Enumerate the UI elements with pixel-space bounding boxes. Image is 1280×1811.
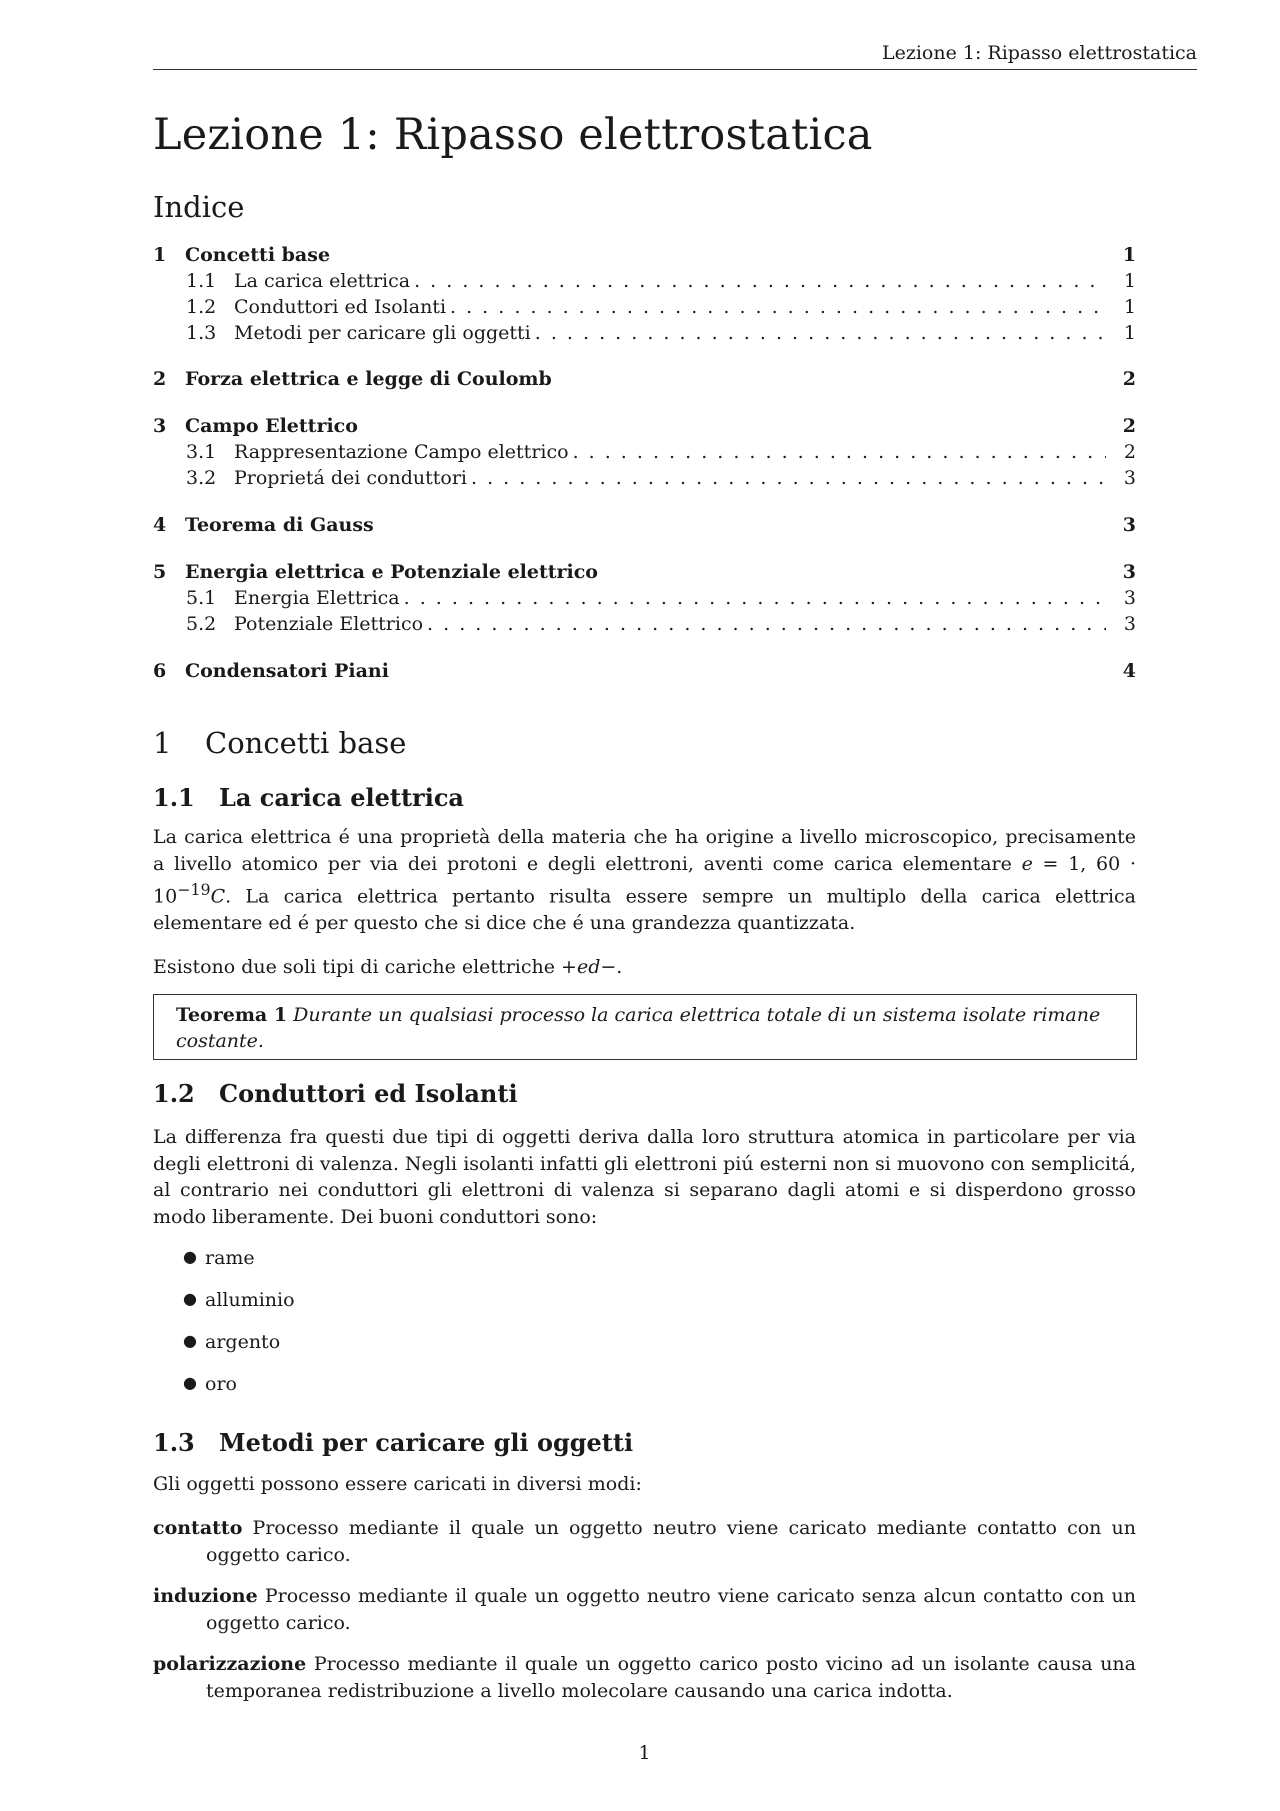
subsection-title: La carica elettrica <box>219 783 464 812</box>
toc-entry-title: Proprietá dei conduttori <box>234 467 467 489</box>
toc-entry-title: Energia Elettrica <box>234 587 400 609</box>
toc-entry-title: Potenziale Elettrico <box>234 613 424 635</box>
subsection-heading <box>153 783 464 812</box>
toc-heading: Indice <box>153 190 245 224</box>
toc-entry-number: 1.2 <box>186 296 217 318</box>
list-item-text: rame <box>205 1247 255 1269</box>
toc-leader-dots <box>535 322 1106 344</box>
toc-entry-title: Metodi per caricare gli oggetti <box>234 322 531 344</box>
paragraph: La differenza fra questi due tipi di oggetti deriva dalla loro struttura atomica in particolare per via degli elettroni di valenza. Negli isolanti infatti gli elettroni piú esterni non si muovono con semplicitá, al contrario nei conduttori gli elettroni di valenza si separano dagli atomi e si disperdono grosso modo liberamente. Dei buoni conduttori sono: <box>153 1126 1136 1228</box>
subsection-heading <box>153 1079 518 1108</box>
list-item <box>183 1331 295 1373</box>
toc-entry[interactable] <box>153 296 1136 322</box>
toc-leader-dots <box>450 296 1106 318</box>
list-item-text: oro <box>205 1373 237 1395</box>
toc-leader-dots <box>404 587 1106 609</box>
text-run: Esistono due soli tipi di cariche elettriche <box>153 956 562 978</box>
toc-entry-title: La carica elettrica <box>234 270 411 292</box>
theorem-label: Teorema 1 <box>176 1004 288 1026</box>
text-run: . <box>616 956 623 978</box>
page-number: 1 <box>638 1742 651 1764</box>
text-run: . La carica elettrica pertanto risulta essere sempre un multiplo della carica elettrica elementare ed é per questo che si dice che é una grandezza quantizzata. <box>153 885 1136 934</box>
toc-entry-number: 3 <box>153 415 167 437</box>
subsection-number: 1.3 <box>153 1428 195 1457</box>
toc-entry[interactable] <box>153 467 1136 493</box>
toc-entry-number: 5.1 <box>186 587 217 609</box>
toc-leader-dots <box>427 613 1106 635</box>
toc-entry-number: 5 <box>153 561 167 583</box>
math-unit: C <box>210 885 226 908</box>
toc-entry-page: 3 <box>1123 467 1136 489</box>
toc-entry-number: 3.1 <box>186 441 217 463</box>
toc-entry-title: Rappresentazione Campo elettrico <box>234 441 569 463</box>
definition-item <box>153 1583 1136 1636</box>
math-expression: +ed− <box>561 956 617 978</box>
subsection-title: Metodi per caricare gli oggetti <box>219 1428 634 1457</box>
toc-entry[interactable] <box>153 514 1136 540</box>
definition-text: Processo mediante il quale un oggetto neutro viene caricato mediante contatto con un oggetto carico. <box>206 1517 1137 1566</box>
toc-entry[interactable] <box>153 587 1136 613</box>
toc-entry-page: 2 <box>1122 368 1136 390</box>
toc-entry-title: Campo Elettrico <box>185 415 358 437</box>
toc-leader-dots <box>414 270 1106 292</box>
bullet-icon: ● <box>183 1289 197 1308</box>
section-heading <box>153 726 406 760</box>
list-item <box>183 1373 295 1415</box>
section-title: Concetti base <box>205 726 407 760</box>
toc-entry-number: 4 <box>153 514 167 536</box>
toc-entry-number: 6 <box>153 660 167 682</box>
definition-term: induzione <box>153 1585 258 1607</box>
math-value: = 1, 60 · 10 <box>153 852 1136 908</box>
subsection-number: 1.1 <box>153 783 195 812</box>
bullet-icon: ● <box>183 1373 197 1392</box>
subsection-title: Conduttori ed Isolanti <box>219 1079 518 1108</box>
bullet-icon: ● <box>183 1331 197 1350</box>
toc-entry[interactable] <box>153 322 1136 348</box>
toc-entry-page: 3 <box>1122 561 1136 583</box>
paragraph <box>153 824 1136 936</box>
toc-entry-number: 1.3 <box>186 322 217 344</box>
list-item <box>183 1289 295 1331</box>
definition-term: polarizzazione <box>153 1653 307 1675</box>
toc-entry-page: 1 <box>1123 322 1136 344</box>
conductor-list <box>183 1247 295 1415</box>
document-title: Lezione 1: Ripasso elettrostatica <box>153 110 873 160</box>
definition-item <box>153 1515 1136 1568</box>
toc-entry-title: Teorema di Gauss <box>185 514 374 536</box>
toc-entry-page: 2 <box>1123 441 1136 463</box>
toc-entry[interactable] <box>153 244 1136 270</box>
toc-entry-page: 1 <box>1122 244 1136 266</box>
toc-entry-title: Concetti base <box>185 244 331 266</box>
running-header: Lezione 1: Ripasso elettrostatica <box>153 42 1197 70</box>
toc-entry-page: 1 <box>1123 270 1136 292</box>
paragraph: Gli oggetti possono essere caricati in diversi modi: <box>153 1473 642 1495</box>
list-item-text: alluminio <box>205 1289 295 1311</box>
toc-entry-page: 4 <box>1122 660 1136 682</box>
toc-entry[interactable] <box>153 660 1136 686</box>
toc-entry[interactable] <box>153 441 1136 467</box>
toc-entry-page: 3 <box>1123 613 1136 635</box>
toc-entry-title: Condensatori Piani <box>185 660 389 682</box>
toc-entry-page: 3 <box>1123 587 1136 609</box>
definition-text: Processo mediante il quale un oggetto carico posto vicino ad un isolante causa una temporanea redistribuzione a livello molecolare causando una carica indotta. <box>206 1653 1136 1702</box>
toc-entry[interactable] <box>153 613 1136 639</box>
list-item <box>183 1247 295 1289</box>
theorem-text: Durante un qualsiasi processo la carica elettrica totale di un sistema isolate rimane costante. <box>176 1004 1101 1052</box>
toc-entry-number: 1 <box>153 244 167 266</box>
methods-list <box>153 1515 1136 1719</box>
bullet-icon: ● <box>183 1247 197 1266</box>
toc-entry[interactable] <box>153 415 1136 441</box>
toc-entry-page: 2 <box>1122 415 1136 437</box>
definition-term: contatto <box>153 1517 243 1539</box>
toc-entry-number: 3.2 <box>186 467 217 489</box>
toc-entry-number: 2 <box>153 368 167 390</box>
table-of-contents <box>153 244 1136 686</box>
toc-entry[interactable] <box>153 270 1136 296</box>
paragraph <box>153 954 1136 981</box>
toc-entry[interactable] <box>153 561 1136 587</box>
theorem-box <box>153 994 1137 1060</box>
section-number: 1 <box>153 726 172 760</box>
toc-entry-title: Forza elettrica e legge di Coulomb <box>185 368 552 390</box>
toc-entry-page: 3 <box>1122 514 1136 536</box>
subsection-number: 1.2 <box>153 1079 195 1108</box>
toc-entry[interactable] <box>153 368 1136 394</box>
definition-text: Processo mediante il quale un oggetto neutro viene caricato senza alcun contatto con un oggetto carico. <box>206 1585 1136 1634</box>
toc-entry-page: 1 <box>1123 296 1136 318</box>
toc-entry-number: 1.1 <box>186 270 217 292</box>
math-symbol: e <box>1021 852 1033 875</box>
toc-entry-title: Energia elettrica e Potenziale elettrico <box>185 561 598 583</box>
math-exponent: −19 <box>177 880 211 899</box>
toc-entry-number: 5.2 <box>186 613 217 635</box>
text-run: La carica elettrica é una proprietà della materia che ha origine a livello microscopico, precisamente a livello atomico per via dei protoni e degli elettroni, aventi come carica elementare <box>153 826 1136 875</box>
list-item-text: argento <box>205 1331 281 1353</box>
toc-entry-title: Conduttori ed Isolanti <box>234 296 447 318</box>
toc-leader-dots <box>573 441 1106 463</box>
subsection-heading <box>153 1428 633 1457</box>
toc-leader-dots <box>471 467 1106 489</box>
definition-item <box>153 1651 1136 1704</box>
